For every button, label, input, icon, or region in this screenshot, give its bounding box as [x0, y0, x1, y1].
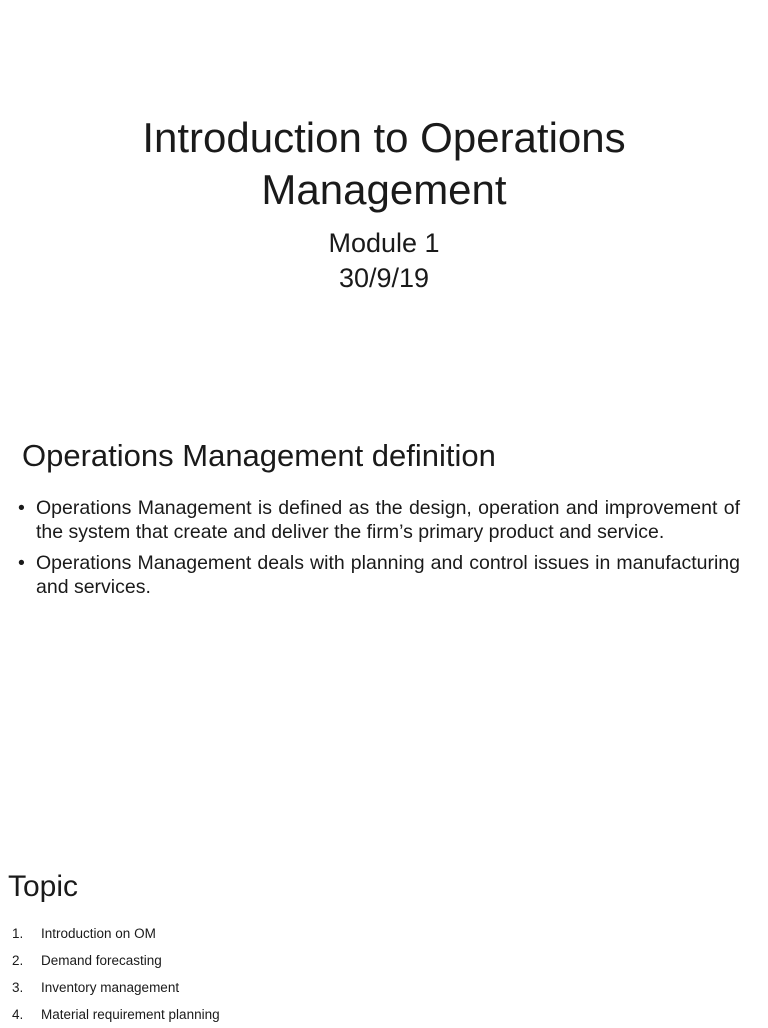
- topic-slide: [0, 856, 768, 1024]
- topic-label: Demand forecasting: [41, 953, 162, 968]
- topic-list-item: [12, 974, 220, 1001]
- topic-list-item: [12, 920, 220, 947]
- bullet-text: Operations Management deals with planning and control issues in manufacturing and services.: [36, 552, 740, 598]
- presentation-subtitle: [60, 226, 708, 296]
- topic-number: 4.: [12, 1007, 24, 1022]
- bullet-text: Operations Management is defined as the design, operation and improvement of the system that create and deliver the firm’s primary product and service.: [36, 497, 740, 543]
- topic-label: Inventory management: [41, 980, 180, 995]
- topic-label: Introduction on OM: [41, 926, 156, 941]
- topic-list: [12, 920, 220, 1028]
- topic-number: 3.: [12, 980, 24, 995]
- definition-heading: Operations Management definition: [22, 438, 496, 473]
- topic-list-item: [12, 947, 220, 974]
- bullet-marker: •: [18, 552, 25, 574]
- definition-slide: [0, 412, 768, 812]
- topic-number: 1.: [12, 926, 24, 941]
- topic-label: Material requirement planning: [41, 1007, 220, 1022]
- title-slide: [0, 0, 768, 384]
- topic-number: 2.: [12, 953, 24, 968]
- title-line-2: Management: [261, 166, 507, 213]
- definition-bullet-list: [18, 496, 740, 606]
- presentation-title: [60, 112, 708, 216]
- bullet-marker: •: [18, 497, 25, 519]
- title-line-1: Introduction to Operations: [142, 114, 626, 161]
- bullet-item: [18, 551, 740, 599]
- topic-heading: Topic: [8, 870, 79, 903]
- presentation-date: 30/9/19: [338, 263, 430, 293]
- bullet-item: [18, 496, 740, 544]
- module-label: Module 1: [328, 228, 440, 258]
